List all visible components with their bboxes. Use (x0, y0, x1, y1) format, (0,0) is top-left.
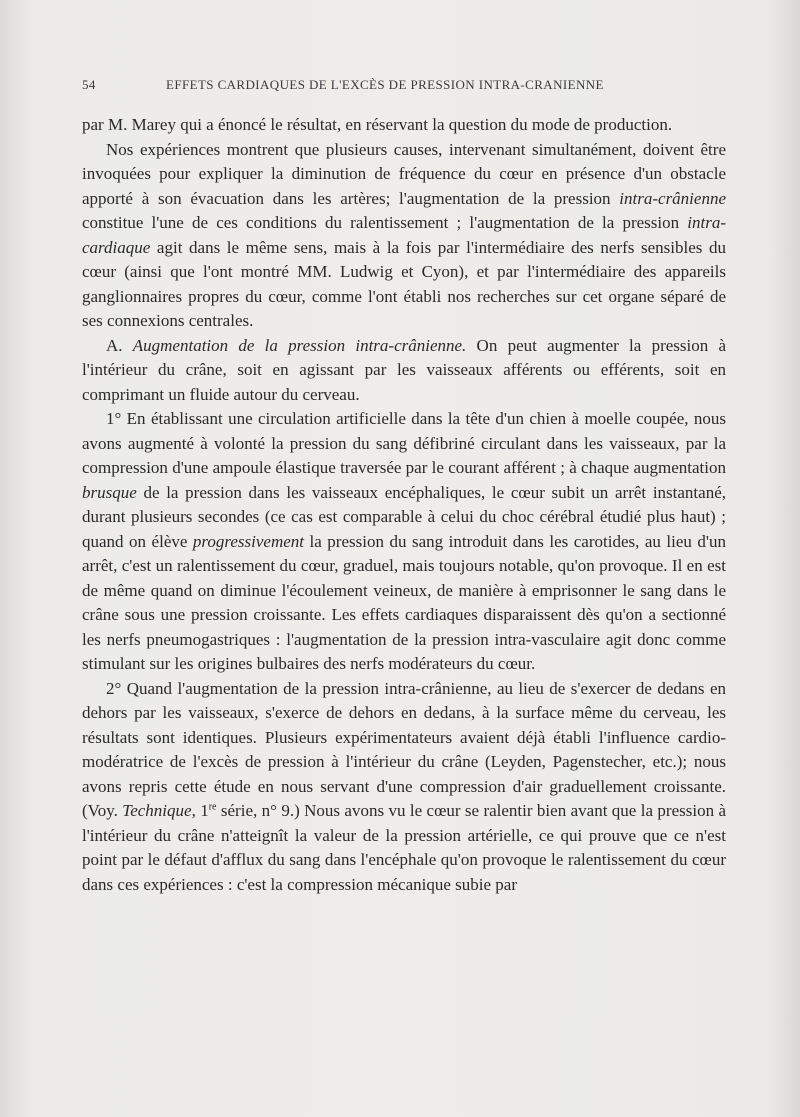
text-run: A. (106, 335, 133, 355)
paragraph-5 (82, 677, 726, 898)
italic-term: brusque (82, 482, 137, 502)
paragraph-1: par M. Marey qui a énoncé le résultat, en réservant la question du mode de production. (82, 115, 673, 134)
text-run: agit dans le même sens, mais à la fois par l'intermédiaire des nerfs sensibles du cœur (ainsi que l'ont montré MM. Ludwig et Cyon), et par l'intermédiaire des appareils ganglionnaires propres du cœur, comme l'ont établi nos recherches sur cet organe séparé de ses connexions centrales. (82, 237, 726, 330)
text-run: de la pression dans les vaisseaux encéphaliques, le cœur subit un arrêt instantané, durant plusieurs secondes (ce cas est comparable à celui du choc cérébral étudié plus haut) ; quand on élève (82, 482, 726, 551)
text-run: la pression du sang introduit dans les carotides, au lieu d'un arrêt, c'est un ralentissement du cœur, graduel, mais toujours notable, qu'on provoque. Il en est de même quand on diminue l'écoulement veineux, de manière à emprisonner le sang dans le crâne sous une pression croissante. Les effets cardiaques disparaissent dès qu'on a sectionné les nerfs pneumogastriques : l'augmentation de la pression intra-vasculaire agit donc comme stimulant sur les origines bulbaires des nerfs modérateurs du cœur. (82, 531, 726, 673)
body-text (82, 113, 726, 897)
superscript: re (208, 801, 217, 813)
paragraph-3 (82, 334, 726, 408)
section-heading-italic: Augmentation de la pression intra-crânienne. (132, 335, 467, 355)
page-number: 54 (82, 77, 96, 92)
italic-term: Technique (122, 801, 192, 820)
italic-term: intra-cardiaque (82, 213, 726, 257)
running-title: EFFETS CARDIAQUES DE L'EXCÈS DE PRESSION INTRA-CRANIENNE (166, 77, 604, 92)
text-run: série, n° 9.) Nous avons vu le cœur se ralentir bien avant que la pression à l'intérieur du crâne n'atteignît la valeur de la pression artérielle, ce qui prouve que ce n'est point par le défaut d'afflux du sang dans l'encéphale qu'on provoque le ralentissement du cœur dans ces expériences : c'est la compression mécanique subie par (82, 801, 727, 894)
text-run: 1° En établissant une circulation artificielle dans la tête d'un chien à moelle coupée, nous avons augmenté à volonté la pression du sang défibriné circulant dans les vaisseaux, par la compression d'une ampoule élastique traversée par le courant afférent ; à chaque augmentation (82, 409, 726, 477)
text-run: 2° Quand l'augmentation de la pression intra-crânienne, au lieu de s'exercer de dedans en dehors par les vaisseaux, s'exerce de dehors en dedans, à la surface même du cerveau, les résultats sont identiques. Plusieurs expérimentateurs avaient déjà établi l'influence cardio-modératrice de l'excès de pression à l'intérieur du crâne (Leyden, Pagenstecher, etc.); nous avons repris cette étude en nous servant d'une compression d'air graduellement croissante. (Voy. (82, 678, 726, 820)
text-run: On peut augmenter la pression à l'intérieur du crâne, soit en agissant par les vaisseaux afférents ou efférents, soit en comprimant un fluide autour du cerveau. (82, 335, 727, 404)
text-run: , 1 (191, 801, 209, 820)
text-run: Nos expériences montrent que plusieurs causes, intervenant simultanément, doivent être invoquées pour expliquer la diminution de fréquence du cœur en présence d'un obstacle apporté à son évacuation dans les artères; l'augmentation de la pression (82, 139, 726, 208)
italic-term: intra-crânienne (619, 188, 726, 208)
paragraph-4 (82, 407, 726, 677)
italic-term: progressivement (192, 531, 305, 551)
paragraph-2 (82, 138, 726, 334)
text-run: constitue l'une de ces conditions du ralentissement ; l'augmentation de la pression (82, 213, 688, 232)
